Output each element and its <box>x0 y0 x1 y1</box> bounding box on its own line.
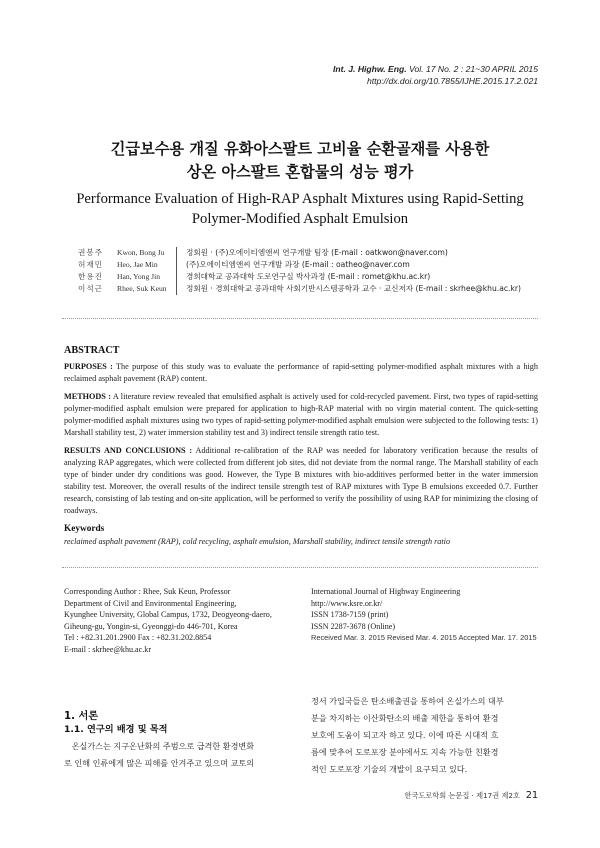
author-row <box>78 247 521 259</box>
footer-journal: 한국도로학회 논문집 · 제17권 제2호 <box>404 791 520 800</box>
author-list <box>78 247 521 295</box>
author-row <box>78 283 521 295</box>
results-label: RESULTS AND CONCLUSIONS : <box>64 446 193 455</box>
journal-name: International Journal of Highway Engineering <box>311 587 461 596</box>
author-divider <box>176 247 177 295</box>
corr-line: Corresponding Author : Rhee, Suk Keun, Professor <box>64 587 231 596</box>
body-text-left <box>64 738 296 772</box>
author-affiliation: (주)오에이티엠앤씨 연구개발 과장 (E-mail : oatheo@naver.com <box>186 260 410 269</box>
section-divider <box>62 567 538 568</box>
body-line: 보호에 도움이 되고자 하고 있다. 이에 따른 시대적 흐 <box>311 730 499 740</box>
journal-doi[interactable]: http://dx.doi.org/10.7855/IJHE.2015.17.2.021 <box>366 76 538 86</box>
issn-print: ISSN 1738-7159 (print) <box>311 610 389 619</box>
received-dates: Received Mar. 3. 2015 Revised Mar. 4. 2015 Accepted Mar. 17. 2015 <box>311 633 537 642</box>
author-name-en: Han, Yong Jin <box>117 272 161 281</box>
author-affiliation: 경희대학교 공과대학 도로연구실 박사과정 (E-mail : romet@khu.ac.kr) <box>186 272 431 281</box>
author-name-ko: 허재민 <box>78 260 104 269</box>
author-name-en: Rhee, Suk Keun <box>117 284 167 293</box>
author-name-ko: 이석근 <box>78 284 104 293</box>
english-title-line1: Performance Evaluation of High-RAP Asphalt Mixtures using Rapid-Setting <box>76 191 524 207</box>
corr-line: Department of Civil and Environmental Engineering, <box>64 598 237 608</box>
author-row <box>78 259 521 271</box>
korean-title-line2: 상온 아스팔트 혼합물의 성능 평가 <box>186 163 414 181</box>
body-text-right <box>311 693 541 778</box>
abstract-purposes <box>64 361 538 385</box>
english-title-line2: Polymer-Modified Asphalt Emulsion <box>191 211 409 227</box>
methods-label: METHODS : <box>64 392 111 401</box>
korean-title-line1: 긴급보수용 개질 유화아스팔트 고비율 순환골재를 사용한 <box>110 140 490 158</box>
keywords-text: reclaimed asphalt pavement (RAP), cold recycling, asphalt emulsion, Marshall stability, indirect tensile strength ratio <box>64 537 451 546</box>
abstract-results <box>64 445 538 517</box>
results-text: Additional re-calibration of the RAP was needed for laboratory verification because the results of analyzing RAP aggregates, which were collected from different job sites, did not deviate from the normal range. The Marshall stability of each type of binder under dry conditions was good. However, the Type B mixtures with bio-additives performed better in the water immersion stability test. Moreover, the overall results of the indirect tensile strength test of RAP mixtures with Type B emulsions exceeded 0.7. Further research, consisting of lab testing and on-site application, will be performed to verify the possibility of using RAP for minimizing the closing of roadways. <box>64 446 538 515</box>
author-row <box>78 271 521 283</box>
journal-abbrev: Int. J. Highw. Eng. <box>333 64 407 74</box>
corresponding-author <box>64 586 296 655</box>
author-affiliation: 정회원 · 경희대학교 공과대학 사회기반시스템공학과 교수 · 교신저자 (E-mail : skrhee@khu.ac.kr) <box>186 284 521 293</box>
author-name-en: Heo, Jae Min <box>117 260 158 269</box>
journal-header <box>333 63 538 87</box>
page-number: 21 <box>525 790 538 801</box>
corr-line: Tel : +82.31.201.2900 Fax : +82.31.202.8854 <box>64 633 212 642</box>
corr-line: Giheung-gu, Yongin-si, Gyeonggi-do 446-701, Korea <box>64 621 238 631</box>
journal-citation <box>333 63 538 75</box>
abstract-heading: ABSTRACT <box>64 345 120 356</box>
author-name-ko: 한용진 <box>78 272 104 281</box>
author-affiliation: 정회원 · (주)오에이티엠앤씨 연구개발 팀장 (E-mail : oatkwon@naver.com) <box>186 248 448 257</box>
body-line: 온실가스는 지구온난화의 주범으로 급격한 환경변화 <box>64 741 255 751</box>
issn-online: ISSN 2287-3678 (Online) <box>311 621 396 631</box>
journal-info <box>311 586 541 644</box>
author-name-en: Kwon, Bong Ju <box>117 248 165 257</box>
author-name-ko: 권봉주 <box>78 248 104 257</box>
section-heading: 1. 서론 <box>64 711 99 722</box>
methods-text: A literature review revealed that emulsified asphalt is actively used for cold-recycled pavement. First, two types of rapid-setting polymer-modified asphalt emulsion were prepared for application to high-RAP material with no virgin material content. The quick-setting polymer-modified asphalt mixtures using two types of rapid-setting polymer-modified asphalt emulsion were subjected to the following tests: 1) Marshall stability test, 2) water immersion stability test and 3) indirect tensile strength ratio test. <box>64 392 538 437</box>
corr-email: E-mail : skrhee@khu.ac.kr <box>64 644 152 654</box>
body-line: 적인 도로포장 기술의 개발이 요구되고 있다. <box>311 764 468 774</box>
abstract-methods <box>64 391 538 439</box>
purposes-text: The purpose of this study was to evaluate the performance of rapid-setting polymer-modified asphalt mixtures with a high reclaimed asphalt pavement (RAP) content. <box>64 362 538 383</box>
body-line: 로 인해 인류에게 많은 피해를 안겨주고 있으며 교토의 <box>64 758 255 768</box>
purposes-label: PURPOSES : <box>64 362 113 371</box>
body-line: 름에 맞추어 도로포장 분야에서도 지속 가능한 친환경 <box>311 747 499 757</box>
abstract-block <box>64 345 538 548</box>
korean-title <box>0 138 600 184</box>
journal-volume: Vol. 17 No. 2 : 21~30 APRIL 2015 <box>406 64 538 74</box>
journal-url[interactable]: http://www.ksre.or.kr/ <box>311 598 383 608</box>
corr-line: Kyunghee University, Global Campus, 1732, Deogyeong-daero, <box>64 610 272 619</box>
section-divider <box>62 318 538 319</box>
english-title <box>0 189 600 229</box>
body-line: 정서 가입국들은 탄소배출권을 통하여 온실가스의 대부 <box>311 696 504 706</box>
keywords-heading: Keywords <box>64 524 105 534</box>
page-footer <box>405 790 539 801</box>
subsection-heading: 1.1. 연구의 배경 및 목적 <box>64 724 168 735</box>
body-line: 분을 차지하는 이산화탄소의 배출 제한을 통하여 환경 <box>311 713 499 723</box>
